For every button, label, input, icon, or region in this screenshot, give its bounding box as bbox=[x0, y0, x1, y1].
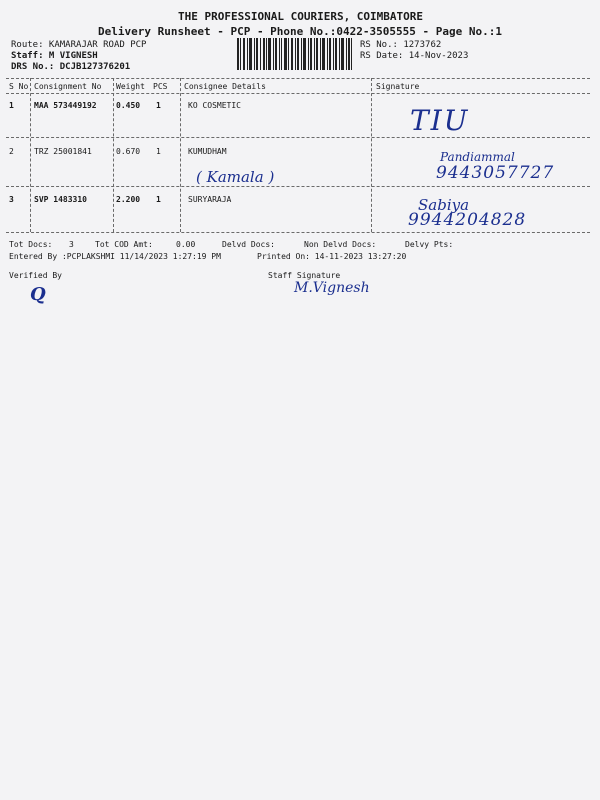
delvy-pts-label: Delvy Pts: bbox=[405, 240, 454, 249]
row3-handwritten-name: Sabiya bbox=[418, 196, 470, 214]
table-row-consignee: KUMUDHAM bbox=[188, 147, 227, 156]
rs-date: RS Date: 14-Nov-2023 bbox=[360, 51, 469, 61]
tot-docs-value: 3 bbox=[69, 240, 74, 249]
table-row-consignment: MAA 573449192 bbox=[34, 101, 97, 110]
tot-cod-value: 0.00 bbox=[176, 240, 196, 249]
runsheet-title: Delivery Runsheet - PCP - Phone No.:0422-3505555 - Page No.:1 bbox=[98, 25, 502, 38]
staff-handwritten-signature: M.Vignesh bbox=[294, 280, 370, 296]
row2-handwritten-phone: 9443057727 bbox=[436, 163, 555, 183]
table-row-weight: 0.670 bbox=[116, 147, 141, 156]
table-header-rule bbox=[6, 93, 590, 94]
column-divider bbox=[180, 78, 181, 232]
column-divider bbox=[113, 78, 114, 232]
staff-line: Staff: M VIGNESH bbox=[11, 51, 98, 61]
col-header-sno: S No bbox=[9, 82, 29, 91]
non-delvd-docs-label: Non Delvd Docs: bbox=[304, 240, 377, 249]
entered-by: Entered By :PCPLAKSHMI 11/14/2023 1:27:19 PM bbox=[9, 252, 221, 261]
col-header-consignment: Consignment No bbox=[34, 82, 102, 91]
row-rule bbox=[6, 186, 590, 187]
column-divider bbox=[30, 78, 31, 232]
tot-docs-label: Tot Docs: bbox=[9, 240, 53, 249]
table-row-consignment: TRZ 25001841 bbox=[34, 147, 92, 156]
table-bottom-rule bbox=[6, 232, 590, 233]
printed-on: Printed On: 14-11-2023 13:27:20 bbox=[257, 252, 407, 261]
route-line: Route: KAMARAJAR ROAD PCP bbox=[11, 40, 147, 50]
tot-cod-label: Tot COD Amt: bbox=[95, 240, 153, 249]
table-row-sno: 3 bbox=[9, 195, 14, 204]
staff-signature-label: Staff Signature bbox=[268, 271, 341, 280]
verified-by-label: Verified By bbox=[9, 271, 62, 280]
table-row-pcs: 1 bbox=[156, 195, 161, 204]
row2-handwritten-name: Pandiammal bbox=[440, 150, 515, 164]
table-row-sno: 2 bbox=[9, 147, 14, 156]
table-row-weight: 2.200 bbox=[116, 195, 141, 204]
column-divider bbox=[371, 78, 372, 232]
col-header-weight: Weight bbox=[116, 82, 145, 91]
verified-by-signature: Q bbox=[30, 284, 46, 305]
table-top-rule bbox=[6, 78, 590, 79]
table-row-pcs: 1 bbox=[156, 147, 161, 156]
rs-number: RS No.: 1273762 bbox=[360, 40, 442, 50]
table-row-consignment: SVP 1483310 bbox=[34, 195, 87, 204]
drs-line: DRS No.: DCJB127376201 bbox=[11, 62, 131, 72]
col-header-pcs: PCS bbox=[153, 82, 168, 91]
table-row-consignee: SURYARAJA bbox=[188, 195, 232, 204]
company-name: THE PROFESSIONAL COURIERS, COIMBATORE bbox=[178, 10, 424, 23]
table-row-sno: 1 bbox=[9, 101, 14, 110]
col-header-consignee: Consignee Details bbox=[184, 82, 266, 91]
col-header-signature: Signature bbox=[376, 82, 420, 91]
row1-handwritten-signature: TIU bbox=[410, 104, 470, 137]
row3-handwritten-phone: 9944204828 bbox=[408, 210, 527, 230]
row2-handwritten-consignee-note: ( Kamala ) bbox=[196, 168, 275, 186]
table-row-weight: 0.450 bbox=[116, 101, 141, 110]
row-rule bbox=[6, 137, 590, 138]
table-row-pcs: 1 bbox=[156, 101, 161, 110]
delvd-docs-label: Delvd Docs: bbox=[222, 240, 275, 249]
barcode-image bbox=[237, 38, 352, 70]
table-row-consignee: KO COSMETIC bbox=[188, 101, 241, 110]
